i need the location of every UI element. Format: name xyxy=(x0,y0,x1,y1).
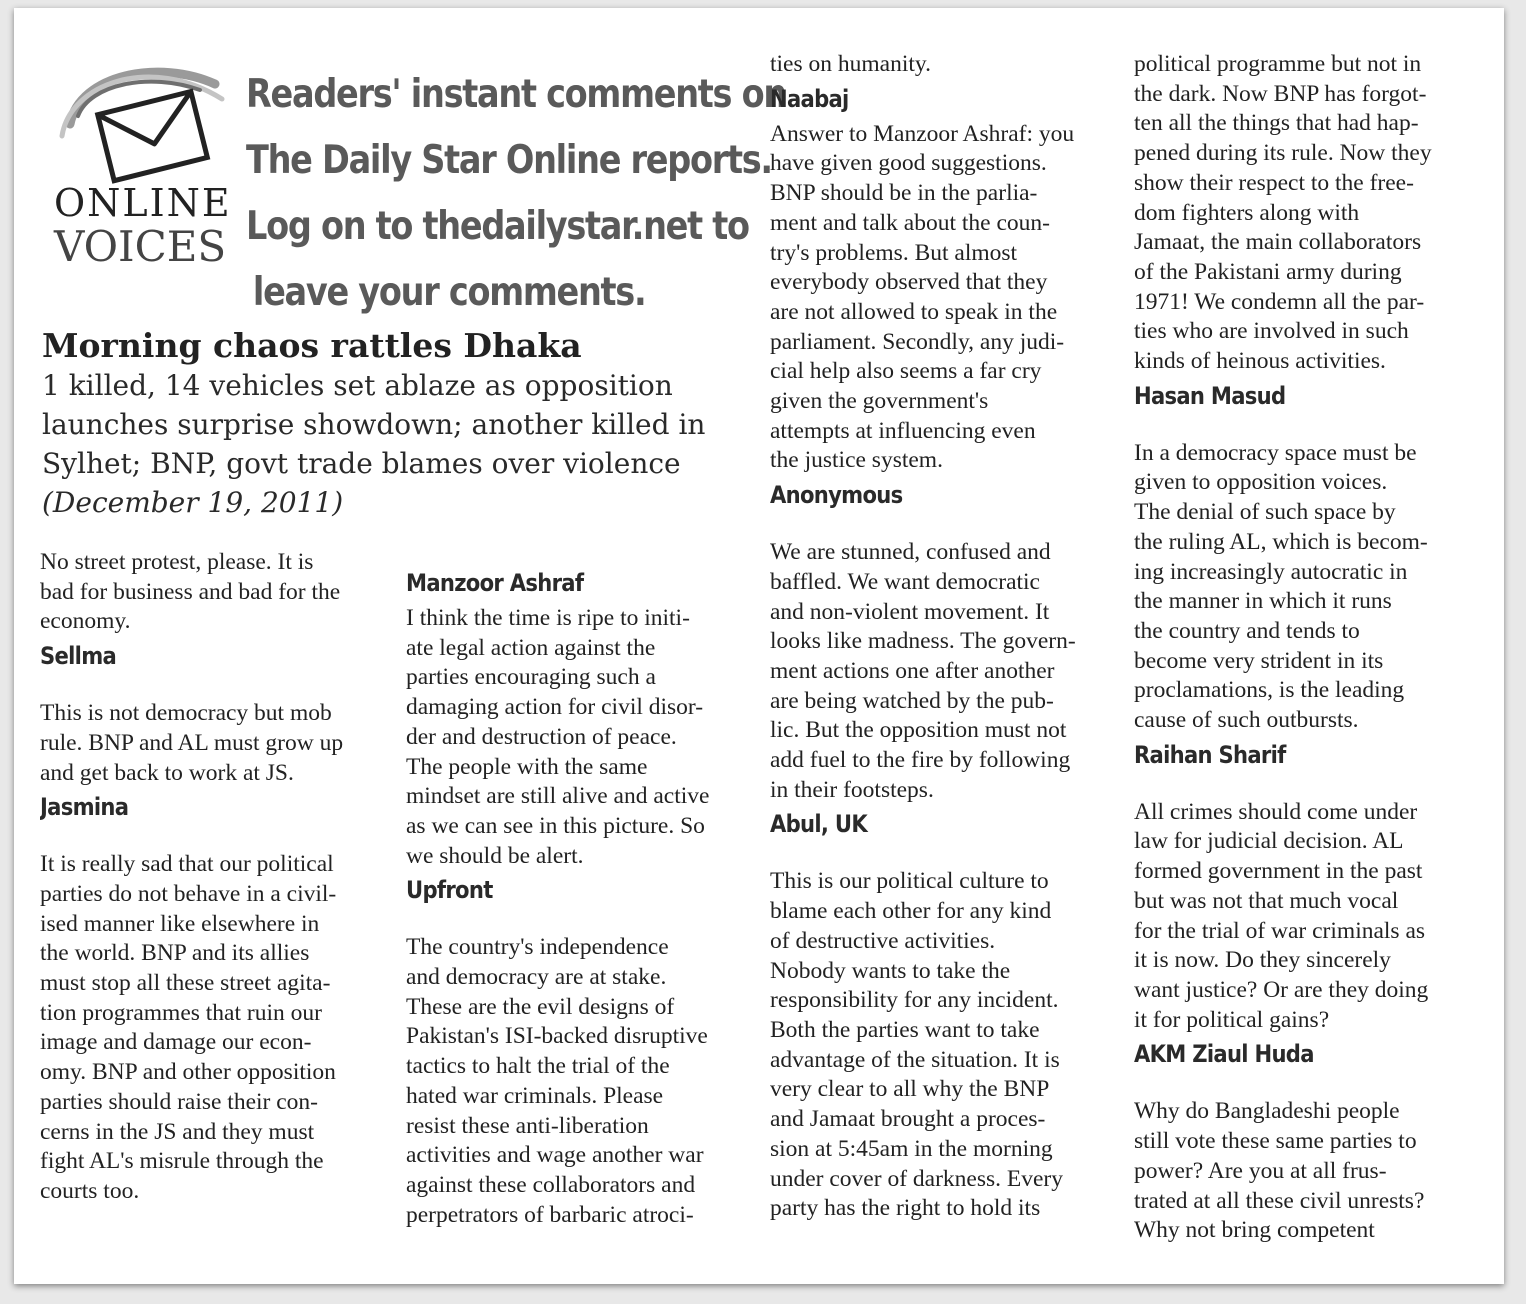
logo-word-online: ONLINE xyxy=(54,181,232,225)
commenter-name: Manzoor Ashraf xyxy=(406,569,584,597)
instructions-banner xyxy=(246,62,786,326)
comment-text: We are stunned, confused and baffled. We want democratic and non-violent movement. It looks like madness. The govern- ment actions one after another are being watched by the pub- lic. But the opposition must not add fuel to the fire by following in their footsteps. xyxy=(770,539,1076,803)
comment-text: This is not democracy but mob rule. BNP and AL must grow up and get back to work at JS. xyxy=(40,700,344,786)
logo-word-voices: VOICES xyxy=(54,222,227,271)
envelope-swoosh-icon xyxy=(50,54,230,194)
banner-line-1: Readers' instant comments on xyxy=(246,72,786,117)
comment-text: political programme but not in the dark. Now BNP has forgot- ten all the things that had hap- pened during its rule. Now they show their respect to the free- dom fighters along with Jamaat, the main collaborators of the Pakistani army during 1971! We condemn all the par- ties who are involved in such kinds of heinous activities. xyxy=(1134,51,1432,375)
column-1 xyxy=(40,548,390,1248)
commenter-name: Hasan Masud xyxy=(1134,381,1286,410)
column-4 xyxy=(1134,50,1490,1260)
commenter-name: Sellma xyxy=(40,642,117,671)
comment-text: All crimes should come under law for judicial decision. AL formed government in the past but was not that much vocal for the trial of war criminals as it is now. Do they sincerely want justice? Or are they doing it for political gains? xyxy=(1134,798,1429,1033)
commenter-name: Abul, UK xyxy=(770,810,868,839)
column-3 xyxy=(770,50,1120,1250)
comment-text: In a democracy space must be given to opposition voices. The denial of such space by the ruling AL, which is becom- ing increasingly autocratic in the manner in which it runs the country and tends to become very strident in its proclamations, is the leading cause of such outbursts. xyxy=(1134,439,1428,734)
commenter-name: AKM Ziaul Huda xyxy=(1134,1040,1314,1069)
article-date: (December 19, 2011) xyxy=(42,486,344,519)
subheadline: 1 killed, 14 vehicles set ablaze as opposition launches surprise showdown; another killed in Sylhet; BNP, govt trade blames over violence xyxy=(42,369,706,480)
commenter-name: Naabaj xyxy=(770,84,849,113)
banner-line-2: The Daily Star Online reports. xyxy=(246,138,772,183)
article-header xyxy=(42,326,732,523)
column-2 xyxy=(406,564,756,1254)
comment-text: This is our political culture to blame each other for any kind of destructive activities. Nobody wants to take the responsibility for any incident. Both the parties want to take advantage of the situation. It is very clear to all why the BNP and Jamaat brought a proces- sion at 5:45am in the morning under cover of darkness. Every party has the right to hold its xyxy=(770,868,1063,1222)
headline: Morning chaos rattles Dhaka xyxy=(42,326,582,365)
comment-text: The country's independence and democracy are at stake. These are the evil designs of Pakistan's ISI-backed disruptive tactics to halt the trial of the hated war criminals. Please resist these anti-liberation activities and wage another war against these collaborators and perpetrators of barbaric atroci- xyxy=(406,934,708,1228)
comment-text: Answer to Manzoor Ashraf: you have given good suggestions. BNP should be in the parlia- ment and talk about the coun- try's problems. But almost everybody observed that they are not allowed to speak in the parliament. Secondly, any judi- cial help also seems a far cry given the government's attempts at influencing even the justice system. xyxy=(770,120,1075,474)
commenter-name: Anonymous xyxy=(770,481,903,510)
online-voices-logo xyxy=(50,54,230,274)
comment-text: It is really sad that our political parties do not behave in a civil- ised manner like elsewhere in the world. BNP and its allies must stop all these street agita- tion programmes that ruin our image and damage our econ- omy. BNP and other opposition parties should raise their con- cerns in the JS and they must fight AL's misrule through the courts too. xyxy=(40,851,337,1204)
newspaper-page xyxy=(14,8,1504,1284)
banner-line-4: leave your comments. xyxy=(252,270,646,315)
commenter-name: Upfront xyxy=(406,876,493,905)
commenter-name: Raihan Sharif xyxy=(1134,740,1286,769)
comment-text: No street protest, please. It is bad for business and bad for the economy. xyxy=(40,549,341,635)
comment-text: ties on humanity. xyxy=(770,51,932,77)
comment-text: Why do Bangladeshi people still vote these same parties to power? Are you at all frus- trated at all these civil unrests? Why not bring competent xyxy=(1134,1098,1425,1244)
comment-text: I think the time is ripe to initi- ate legal action against the parties encouraging such a damaging action for civil disor- der and destruction of peace. The people with the same mindset are still alive and active as we can see in this picture. So we should be alert. xyxy=(406,605,710,869)
commenter-name: Jasmina xyxy=(40,793,129,822)
banner-line-3: Log on to thedailystar.net to xyxy=(246,204,749,249)
